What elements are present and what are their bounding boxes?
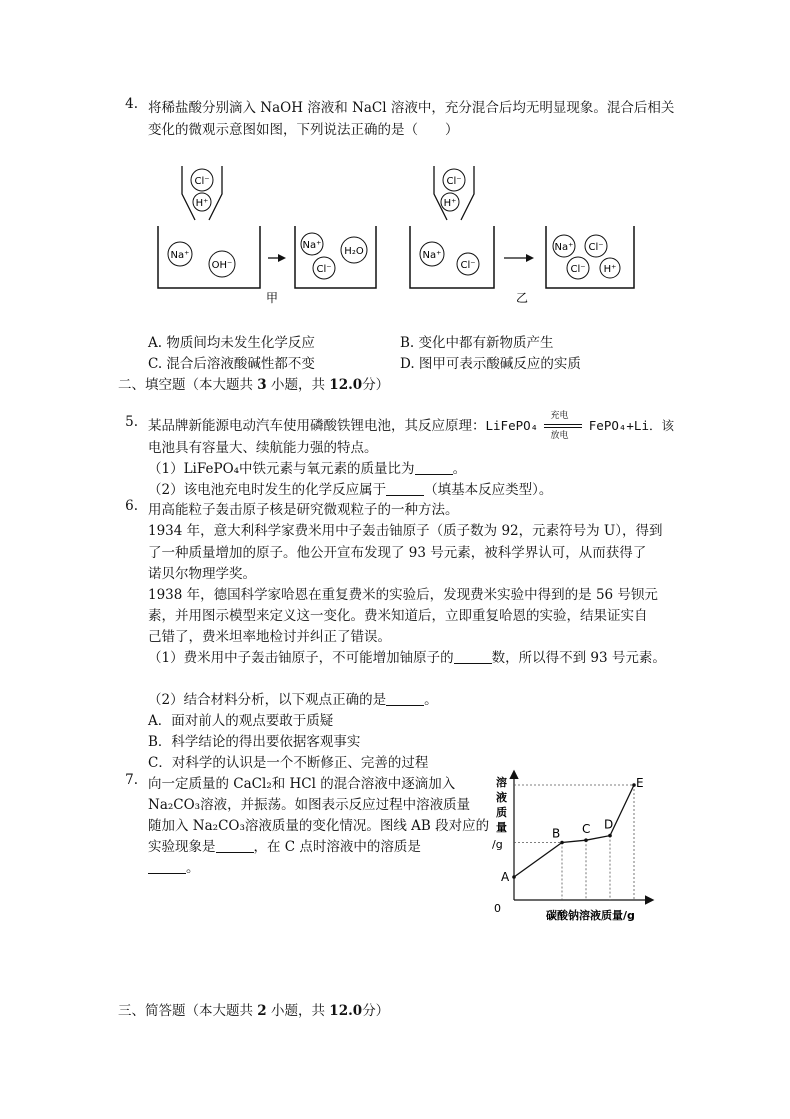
answer-blank[interactable] [148,872,186,874]
ion-label: Cl⁻ [588,242,604,253]
q7-line2: Na₂CO₃溶液，并振荡。如图表示反应过程中溶液质量 [148,797,471,813]
data-point-c [584,838,588,842]
section-3-score: 12.0 [329,1003,363,1019]
section-2-header [118,373,389,393]
ion-label: Na⁺ [170,250,190,261]
q5-stem-prefix: 某品牌新能源电动汽车使用磷酸铁锂电池，其反应原理： [148,418,486,434]
ion-label: Cl⁻ [446,176,462,187]
q6-line7: 己错了，费米坦率地检讨并纠正了错误。 [148,629,391,645]
series-line [514,785,634,877]
q7-line5 [148,856,200,876]
answer-blank[interactable] [454,662,492,664]
q4-stem-line2: 变化的微观示意图如图，下列说法正确的是（ ） [148,122,459,138]
section-3-header [118,999,389,1019]
arrow-right-icon [504,254,534,262]
reversible-arrow [542,410,584,441]
q5-sub2-end: （填基本反应类型）。 [424,482,553,498]
answer-blank[interactable] [216,851,254,853]
section-2-prefix: 二、填空题（本大题共 [118,377,258,393]
q5-sub1-text: （1）LiFePO₄中铁元素与氧元素的质量比为 [148,461,415,477]
section-2-score: 12.0 [329,377,363,393]
x-axis-label: 碳酸钠溶液质量/g [546,909,635,922]
q6-sub1 [148,646,666,666]
section-3-count: 2 [257,1003,267,1019]
point-label-a: A [501,870,510,884]
q6-line1: 用高能粒子轰击原子核是研究微观粒子的一种方法。 [148,502,459,518]
data-point-a [512,875,516,879]
q6-number: 6. [125,498,138,514]
arrow-label-charge: 充电 [550,410,569,421]
q7-number: 7. [125,772,138,788]
q5-sub1 [148,457,466,477]
q7-line4-text: 实验现象是 [148,839,216,855]
q4-number: 4. [125,96,138,112]
ion-label: Cl⁻ [460,260,476,271]
q6-sub2-end: 。 [424,692,438,708]
point-label-d: D [604,817,614,832]
point-label-c: C [582,822,591,837]
data-point-d [608,834,612,838]
section-2-count: 3 [257,377,267,393]
answer-blank[interactable] [386,494,424,496]
q4-option-a: A. 物质间均未发生化学反应 [148,335,315,351]
q6-line2: 1934 年，意大利科学家费米用中子轰击铀原子（质子数为 92，元素符号为 U），得到 [148,523,663,539]
q6-line3: 了一种质量增加的原子。他公开宣布发现了 93 号元素，被科学界认可，从而获得了 [148,545,647,561]
q6-option-c: C．对科学的认识是一个不断修正、完善的过程 [148,755,429,771]
ion-label: Cl⁻ [570,264,586,275]
q7-line4 [148,835,421,855]
point-label-e: E [636,776,644,790]
section-3-mid: 小题，共 [266,1003,330,1019]
q6-sub1-text: （1）费米用中子轰击铀原子，不可能增加铀原子的 [148,650,454,666]
q5-sub2 [148,478,552,498]
ion-label: OH⁻ [211,260,233,271]
q5-sub1-end: 。 [452,461,467,477]
ion-label: H₂O [344,246,364,257]
q7-line5-end: 。 [186,860,200,876]
guide-lines [514,785,634,900]
ion-label: Cl⁻ [316,264,332,275]
q6-option-a: A．面对前人的观点要敢于质疑 [148,713,334,729]
ion-label: H⁺ [603,264,617,275]
label-jia: 甲 [266,291,279,305]
q6-option-b: B．科学结论的得出要依据客观事实 [148,734,361,750]
section-3-prefix: 三、简答题（本大题共 [118,1003,258,1019]
ion-label: H⁺ [443,198,457,209]
q5-product: FePO₄+Li．该 [588,418,674,433]
answer-blank[interactable] [386,704,424,706]
q7-line3: 随加入 Na₂CO₃溶液质量的变化情况。图线 AB 段对应的 [148,818,490,834]
q5-stem-line2: 电池具有容量大、续航能力强的特点。 [148,440,378,456]
q4-option-c: C. 混合后溶液酸碱性都不变 [148,356,315,372]
arrow-right-icon [268,254,286,262]
q6-sub2-text: （2）结合材料分析，以下观点正确的是 [148,692,387,708]
q5-sub2-text: （2）该电池充电时发生的化学反应属于 [148,482,387,498]
answer-blank[interactable] [415,473,453,475]
data-points [501,776,644,884]
q4-option-b: B. 变化中都有新物质产生 [400,335,554,351]
q4-stem-line1: 将稀盐酸分别滴入 NaOH 溶液和 NaCl 溶液中，充分混合后均无明显现象。混合后相关 [148,100,675,116]
arrow-label-discharge: 放电 [550,430,569,441]
q4-option-d: D. 图甲可表示酸碱反应的实质 [400,356,581,372]
q5-stem-line1 [148,410,674,441]
q5-reactant: LiFePO₄ [485,418,539,433]
q6-sub1-end: 数，所以得不到 93 号元素。 [491,650,666,666]
ion-label: H⁺ [195,198,209,209]
q4-micro-diagram [150,158,650,308]
section-2-mid: 小题，共 [266,377,330,393]
data-point-b [560,841,564,845]
q7-chart [488,766,673,928]
section-2-suffix: 分） [362,377,390,393]
y-axis-label: 溶液质量/g [492,776,507,851]
origin-label: 0 [494,902,501,915]
q5-number: 5. [125,414,138,430]
q7-line4-mid: ，在 C 点时溶液中的溶质是 [253,839,421,855]
point-label-b: B [552,826,561,841]
q6-line5: 1938 年，德国科学家哈恩在重复费米的实验后，发现费米实验中得到的是 56 号钡元 [148,587,658,603]
section-3-suffix: 分） [362,1003,390,1019]
q7-line1: 向一定质量的 CaCl₂和 HCl 的混合溶液中逐滴加入 [148,776,456,792]
q6-line6: 素，并用图示模型来定义这一变化。费米知道后，立即重复哈恩的实验，结果证实自 [148,608,648,624]
ion-label: Na⁺ [422,250,442,261]
ion-label: Na⁺ [302,240,322,251]
label-yi: 乙 [516,291,529,305]
ion-label: Na⁺ [554,242,574,253]
beaker [546,226,634,288]
q6-line4: 诺贝尔物理学奖。 [148,566,256,582]
q6-sub2 [148,688,438,708]
ion-label: Cl⁻ [194,176,210,187]
